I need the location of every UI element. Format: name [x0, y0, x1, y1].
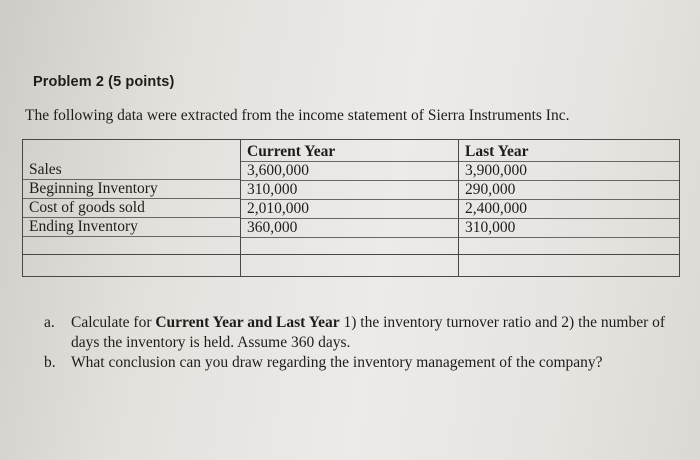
empty-cell — [459, 255, 680, 277]
row-label: Sales — [23, 161, 240, 180]
last-year-cell — [459, 140, 680, 255]
row-label: Beginning Inventory — [23, 180, 240, 199]
problem-title: Problem 2 (5 points) — [33, 74, 175, 90]
question-a-bold: Current Year and Last Year — [155, 314, 340, 331]
question-list — [44, 313, 674, 373]
header-spacer — [29, 143, 240, 161]
question-marker: b. — [44, 354, 56, 371]
table-row — [23, 140, 680, 255]
question-a-pre: Calculate for — [71, 314, 156, 331]
table-cell: 310,000 — [241, 181, 459, 200]
question-a — [44, 313, 674, 353]
row-labels-cell — [23, 140, 241, 255]
question-b — [44, 353, 674, 373]
row-label: Cost of goods sold — [23, 199, 240, 218]
last-year-header: Last Year — [459, 143, 680, 162]
problem-intro: The following data were extracted from the income statement of Sierra Instruments Inc. — [25, 107, 570, 124]
table-cell: 310,000 — [459, 219, 680, 238]
table-cell: 2,010,000 — [241, 200, 459, 219]
question-b-text: What conclusion can you draw regarding the inventory management of the company? — [71, 354, 603, 371]
table-cell: 360,000 — [241, 219, 459, 238]
income-data-table — [22, 139, 680, 277]
table-cell: 2,400,000 — [459, 200, 680, 219]
table-cell: 290,000 — [459, 181, 680, 200]
question-a-post: 1) the inventory turnover ratio and 2) the number of days the inventory is held. Assume 360 days. — [71, 314, 666, 351]
empty-cell — [241, 255, 459, 277]
table-cell: 3,900,000 — [459, 162, 680, 181]
table-row — [23, 255, 680, 277]
empty-cell — [23, 255, 241, 277]
question-marker: a. — [44, 314, 55, 331]
row-label: Ending Inventory — [23, 218, 240, 237]
current-year-cell — [241, 140, 459, 255]
current-year-header: Current Year — [241, 143, 459, 162]
table-cell: 3,600,000 — [241, 162, 459, 181]
